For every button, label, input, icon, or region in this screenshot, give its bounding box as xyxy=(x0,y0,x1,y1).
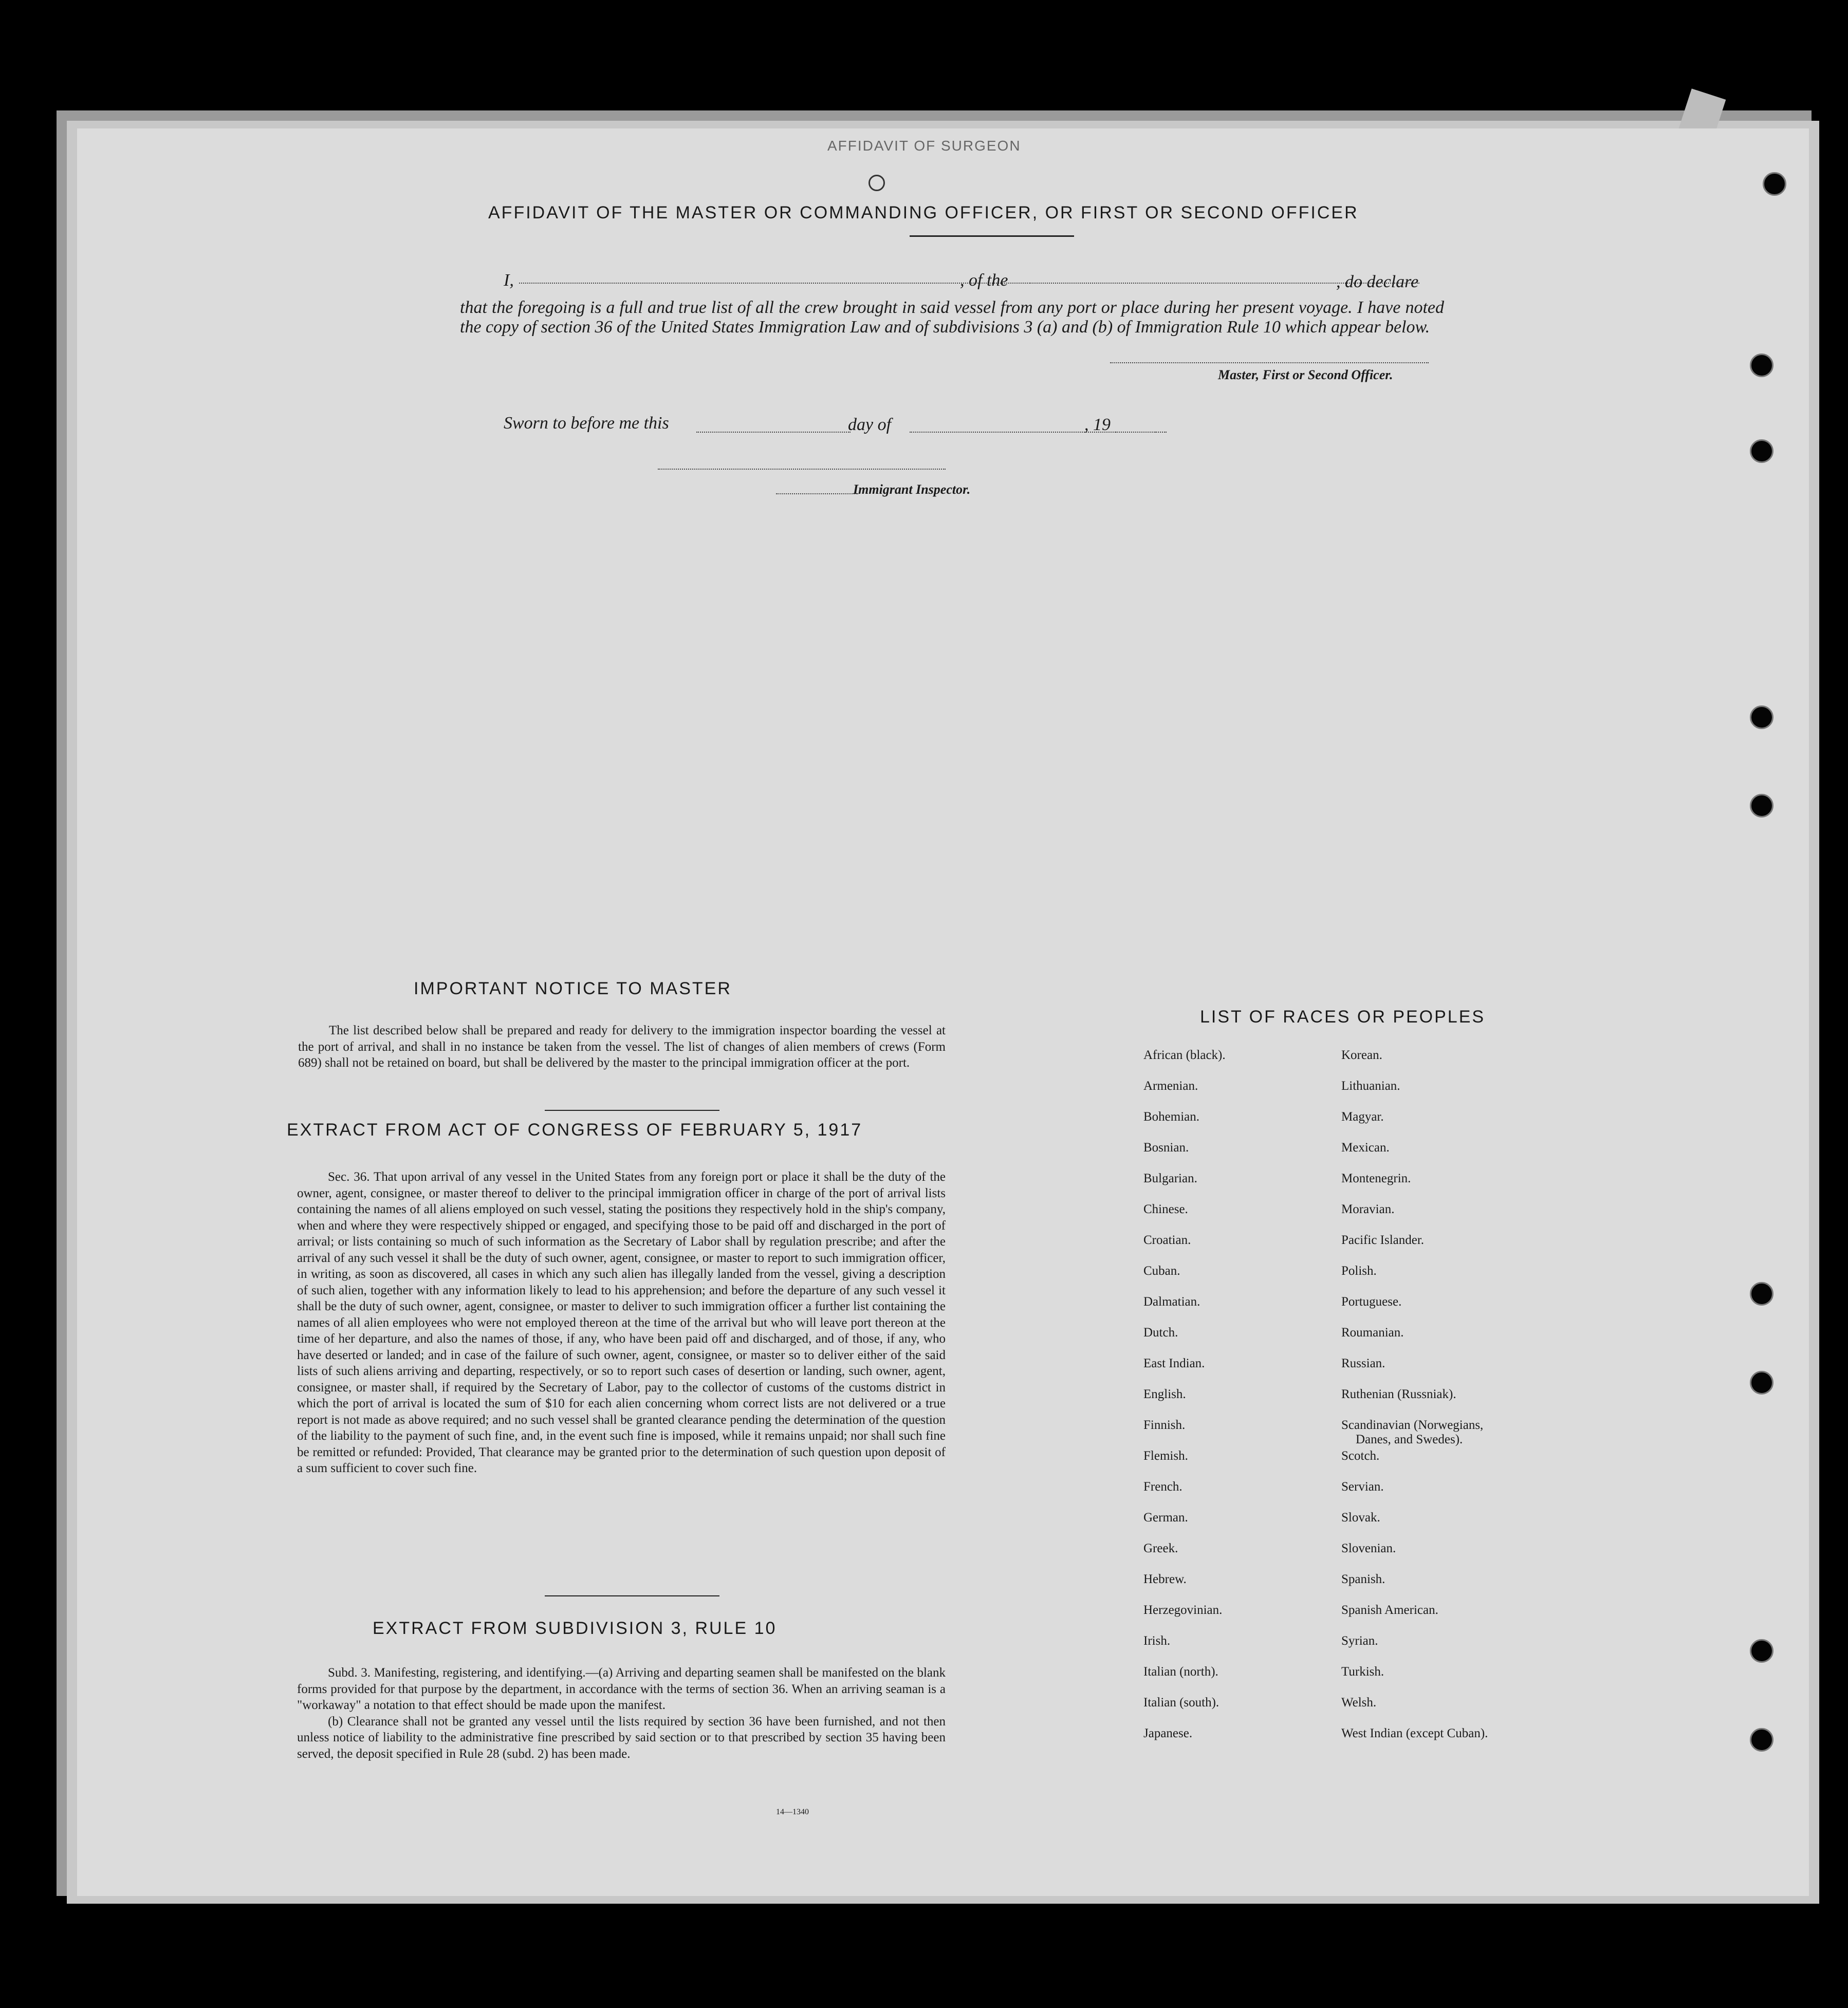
binder-hole xyxy=(1750,1639,1773,1663)
race-item: Finnish. xyxy=(1143,1418,1186,1432)
year-label: , 19 xyxy=(1084,415,1111,434)
race-item: Scandinavian (Norwegians, xyxy=(1341,1418,1484,1432)
race-item: Turkish. xyxy=(1341,1665,1384,1679)
race-item: Servian. xyxy=(1341,1480,1384,1494)
inspector-dot-line xyxy=(776,493,858,494)
race-item: Croatian. xyxy=(1143,1233,1191,1247)
race-item: Russian. xyxy=(1341,1356,1385,1370)
race-item: Moravian. xyxy=(1341,1202,1395,1216)
race-item: Syrian. xyxy=(1341,1634,1378,1648)
binder-hole xyxy=(1750,354,1773,377)
race-item: Cuban. xyxy=(1143,1264,1180,1278)
rule-title: EXTRACT FROM SUBDIVISION 3, RULE 10 xyxy=(373,1619,777,1638)
act-text: Sec. 36. That upon arrival of any vessel in the United States from any foreign port or place it shall be the duty of the owner, agent, consignee, or master thereof to deliver to the principal immigration officer in charge of the port of arrival lists containing the names of all aliens employed on such vessel, stating the positions they respectively hold in the ship's company, when and where they were respectively shipped or engaged, and specifying those to be paid off and discharged in the port of arrival; or lists containing so much of such information as the Secretary of Labor shall by regulation prescribe; and after the arrival of any such vessel it shall be the duty of such owner, agent, consignee, or master to report to such immigration officer, in writing, as soon as discovered, all cases in which any such alien has illegally landed from the vessel, giving a description of such alien, together with any information likely to lead to his apprehension; and before the departure of any such vessel it shall be the duty of such owner, agent, consignee, or master to deliver to such immigration officer a further list containing the names of all alien employees who were not employed thereon at the time of the arrival but who will leave port thereon at the time of her departure, and also the names of those, if any, who have been paid off and discharged, and of those, if any, who have deserted or landed; and in case of the failure of such owner, agent, consignee, or master so to deliver either of the said lists of such aliens arriving and departing, respectively, or so to report such cases of desertion or landing, such owner, agent, consignee, or master shall, if required by the Secretary of Labor, pay to the collector of customs of the customs district in which the port of arrival is located the sum of $10 for each alien concerning whom correct lists are not delivered or a true report is not made as above required; and no such vessel shall be granted clearance pending the determination of the question of the liability to the payment of such fine, and, in the event such fine is imposed, while it remains unpaid; nor shall such fine be remitted or refunded: Provided, That clearance may be granted prior to the determination of such question upon deposit of a sum sufficient to cover such fine. xyxy=(297,1170,946,1475)
race-item: Dalmatian. xyxy=(1143,1295,1200,1309)
race-item: Roumanian. xyxy=(1341,1326,1404,1340)
race-item: Ruthenian (Russniak). xyxy=(1341,1387,1456,1401)
notice-text: The list described below shall be prepared and ready for delivery to the immigration inspector boarding the vessel at the port of arrival, and shall in no instance be taken from the vessel. The list of changes of alien members of crews (Form 689) shall not be retained on board, but shall be delivered by the master to the principal immigration officer at the port. xyxy=(298,1024,946,1070)
act-title: EXTRACT FROM ACT OF CONGRESS OF FEBRUARY 5, 1917 xyxy=(287,1120,863,1140)
race-item: Korean. xyxy=(1341,1048,1382,1062)
form-number: 14—1340 xyxy=(776,1808,809,1816)
binder-hole xyxy=(1750,1728,1773,1752)
declarant-name-line xyxy=(519,283,1028,284)
race-item: Bulgarian. xyxy=(1143,1172,1197,1185)
day-of-label: day of xyxy=(848,415,892,434)
races-title: LIST OF RACES OR PEOPLES xyxy=(1200,1007,1486,1027)
race-item: English. xyxy=(1143,1387,1186,1401)
race-item: Mexican. xyxy=(1341,1141,1390,1155)
binder-hole xyxy=(1763,172,1786,196)
race-item: Pacific Islander. xyxy=(1341,1233,1425,1247)
race-item: Chinese. xyxy=(1143,1202,1188,1216)
race-item: Magyar. xyxy=(1341,1110,1384,1124)
binder-hole xyxy=(1750,1371,1773,1395)
affidavit-title: AFFIDAVIT OF THE MASTER OR COMMANDING OFFICER, OR FIRST OR SECOND OFFICER xyxy=(488,203,1359,222)
race-item: West Indian (except Cuban). xyxy=(1341,1726,1488,1740)
sworn-year-line xyxy=(1115,432,1156,433)
binder-hole xyxy=(1750,794,1773,817)
notice-title: IMPORTANT NOTICE TO MASTER xyxy=(414,979,732,998)
binder-hole xyxy=(1750,705,1773,729)
punch-mark xyxy=(868,175,885,191)
race-item: Dutch. xyxy=(1143,1326,1178,1340)
bleed-through-heading: AFFIDAVIT OF SURGEON xyxy=(827,138,1021,154)
race-item: German. xyxy=(1143,1511,1188,1524)
race-item: East Indian. xyxy=(1143,1356,1205,1370)
race-item: French. xyxy=(1143,1480,1182,1494)
race-item: Italian (south). xyxy=(1143,1696,1219,1709)
race-item: Hebrew. xyxy=(1143,1572,1187,1586)
act-rule xyxy=(545,1595,719,1596)
notice-rule xyxy=(545,1110,719,1111)
race-item: Portuguese. xyxy=(1341,1295,1402,1309)
affidavit-statement: that the foregoing is a full and true list of all the crew brought in said vessel from any port or place during her present voyage. I have noted the copy of section 36 of the United States Immigration Law and of subdivisions 3 (a) and (b) of Immigration Rule 10 which appear below. xyxy=(460,298,1444,337)
rule-paragraph-a: Subd. 3. Manifesting, registering, and identifying.—(a) Arriving and departing seamen shall be manifested on the blank forms provided for that purpose by the department, in accordance with the terms of section 36. When an arriving seaman is a "workaway" a notation to that effect should be made upon the manifest. xyxy=(297,1666,946,1712)
binder-hole xyxy=(1750,1282,1773,1306)
race-item: Bohemian. xyxy=(1143,1110,1200,1124)
race-item: Flemish. xyxy=(1143,1449,1188,1463)
race-item: Bosnian. xyxy=(1143,1141,1189,1155)
binder-hole xyxy=(1750,439,1773,463)
master-signature-label: Master, First or Second Officer. xyxy=(1218,367,1393,382)
rule-paragraph-b: (b) Clearance shall not be granted any vessel until the lists required by section 36 have been furnished, and not then unless notice of liability to the administrative fine prescribed by said section or to that prescribed by section 35 having been served, the deposit specified in Rule 28 (subd. 2) has been made. xyxy=(297,1714,946,1761)
race-item: Polish. xyxy=(1341,1264,1377,1278)
race-item: Herzegovinian. xyxy=(1143,1603,1223,1617)
inspector-label: Immigrant Inspector. xyxy=(853,482,971,497)
race-item: Welsh. xyxy=(1341,1696,1377,1709)
race-item: Montenegrin. xyxy=(1341,1172,1411,1185)
race-item: Scotch. xyxy=(1341,1449,1380,1463)
document-page xyxy=(77,128,1809,1896)
race-item: Irish. xyxy=(1143,1634,1171,1648)
race-item: Greek. xyxy=(1143,1541,1178,1555)
rule-text xyxy=(297,1665,946,1762)
race-item: Spanish American. xyxy=(1341,1603,1438,1617)
sworn-label: Sworn to before me this xyxy=(504,414,669,433)
race-item: Lithuanian. xyxy=(1341,1079,1400,1093)
of-the-label: , of the xyxy=(960,271,1008,290)
race-item: Danes, and Swedes). xyxy=(1356,1433,1463,1446)
race-item: Spanish. xyxy=(1341,1572,1385,1586)
race-item: Italian (north). xyxy=(1143,1665,1218,1679)
do-declare-label: , do declare xyxy=(1336,272,1419,291)
master-signature-line xyxy=(1110,362,1429,363)
race-item: Japanese. xyxy=(1143,1726,1193,1740)
race-item: Armenian. xyxy=(1143,1079,1198,1093)
race-item: Slovenian. xyxy=(1341,1541,1396,1555)
sworn-day-line xyxy=(696,432,851,433)
race-item: Slovak. xyxy=(1341,1511,1380,1524)
race-item: African (black). xyxy=(1143,1048,1226,1062)
title-rule xyxy=(910,235,1074,237)
declarant-prefix: I, xyxy=(504,271,514,290)
inspector-signature-line xyxy=(658,469,946,470)
